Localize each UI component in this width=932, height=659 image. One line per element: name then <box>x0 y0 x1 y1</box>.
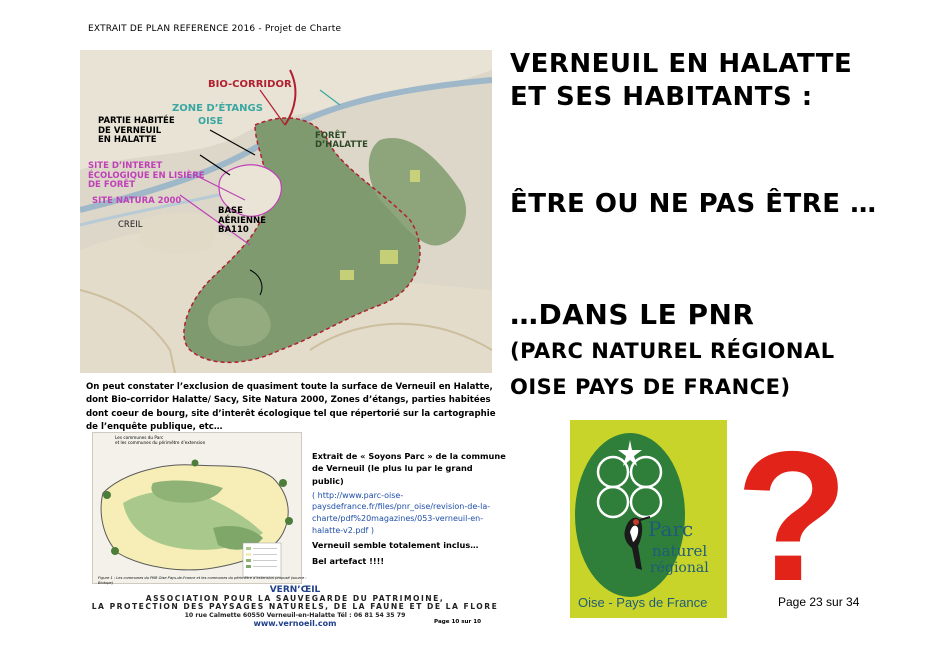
parc-logo <box>570 420 727 618</box>
footer-assoc-line2: LA PROTECTION DES PAYSAGES NATURELS, DE LA FAUNE ET DE LA FLORE <box>91 602 499 612</box>
headline-line1: VERNEUIL EN HALATTE <box>510 49 853 79</box>
natura-label: SITE NATURA 2000 <box>92 196 182 206</box>
logo-subtitle: Oise - Pays de France <box>578 595 708 610</box>
inner-page-number: Page 10 sur 10 <box>434 619 482 625</box>
bio-corridor-label: BIO-CORRIDOR <box>208 79 292 90</box>
extract-artefact: Bel artefact !!!! <box>312 555 385 566</box>
reference-map <box>80 50 492 373</box>
communes-mini-map <box>92 432 302 584</box>
question-mark-icon <box>742 420 842 600</box>
creil-label: CREIL <box>118 220 143 230</box>
question-mark-glyph <box>742 420 842 600</box>
headline-verneuil <box>510 48 852 114</box>
page-number: Page 23 sur 34 <box>778 595 860 609</box>
headline-parc-name <box>510 333 835 406</box>
extrait-title: EXTRAIT DE PLAN REFERENCE 2016 - Projet de Charte <box>88 24 342 34</box>
foret-halatte-label: FORÊT D’HALATTE <box>315 131 368 151</box>
zone-etangs-label: ZONE D’ÉTANGS <box>172 103 263 114</box>
extract-inclus: Verneuil semble totalement inclus… <box>312 540 479 551</box>
partie-habitee-label: PARTIE HABITÉE DE VERNEUIL EN HALATTE <box>98 116 175 146</box>
logo-regional: régional <box>650 560 709 576</box>
footer-website[interactable]: www.vernoeil.com <box>253 618 337 628</box>
mini-map-illustration <box>93 433 302 584</box>
extract-intro: Extrait de « Soyons Parc » de la commune de Verneuil (le plus lu par le grand public) <box>312 451 506 486</box>
site-interet-label: SITE D’INTERET ÉCOLOGIQUE EN LISIÈRE DE FORÊT <box>88 161 205 191</box>
headline-line2: ET SES HABITANTS : <box>510 81 813 112</box>
oise-label: OISE <box>198 116 223 127</box>
headline-line6: OISE PAYS DE FRANCE) <box>510 375 791 400</box>
logo-parc: Parc <box>648 517 694 541</box>
map-illustration <box>80 50 492 373</box>
extract-link[interactable]: ( http://www.parc-oise-paysdefrance.fr/files/pnr_oise/revision-de-la-charte/pdf%20magazines/053-verneuil-en-halatte-v2.pdf ) <box>312 490 491 535</box>
map-caption: On peut constater l’exclusion de quasiment toute la surface de Verneuil en Halatte, dont Bio-corridor Halatte/ Sacy, Site Natura 2000, Zones d’étangs, parties habitées dont coeur de bourg, site d’interêt écologique tel que répertorié sur la cartographie de l’enquête publique, etc… <box>86 382 496 432</box>
logo-naturel: naturel <box>652 542 708 560</box>
headline-pnr: …DANS LE PNR <box>510 298 755 331</box>
footer-address: 10 rue Calmette 60550 Verneuil-en-Halatte Tél : 06 81 54 35 79 <box>184 611 406 619</box>
headline-line5: (PARC NATUREL RÉGIONAL <box>510 339 835 363</box>
footer-assoc-line1: ASSOCIATION POUR LA SAUVEGARDE DU PATRIMOINE, <box>145 594 445 603</box>
base-label: BASE AÉRIENNE BA110 <box>218 206 266 236</box>
footer-brand: VERN’ŒIL <box>269 585 321 595</box>
mini-map-figure-caption: Figure 1 : Les communes du PNR Oise Pays-de-France et les communes du périmètre d’extension proposé (source : Biotope) <box>98 576 307 585</box>
headline-etre: ÊTRE OU NE PAS ÊTRE … <box>510 189 877 219</box>
mini-map-title: Les communes du Parc et les communes du périmètre d’extension <box>115 435 206 446</box>
soyons-parc-extract <box>312 450 507 570</box>
